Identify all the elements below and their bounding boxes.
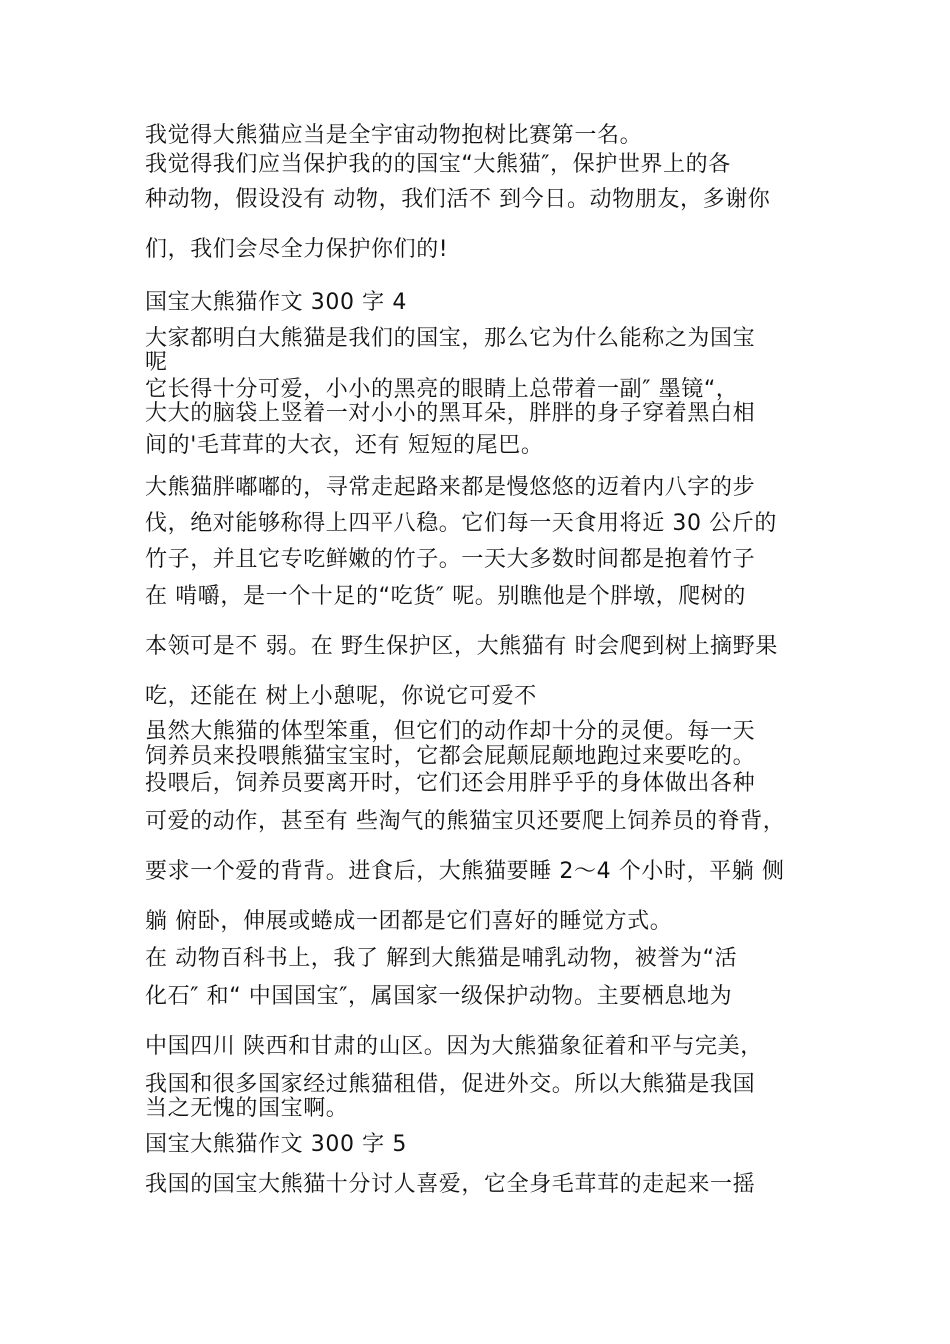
- text-line: 呢: [145, 350, 168, 375]
- text-line: 吃，还能在 树上小憩呢，你说它可爱不: [145, 684, 537, 709]
- text-line: 它长得十分可爱，小小的黑亮的眼睛上总带着一副″ 墨镜“，: [145, 377, 739, 402]
- text-line: 我国的国宝大熊猫十分讨人喜爱，它全身毛茸茸的走起来一摇: [145, 1172, 756, 1197]
- text-line: 可爱的动作，甚至有 些淘气的熊猫宝贝还要爬上饲养员的脊背，: [145, 809, 786, 834]
- text-line: 竹子，并且它专吃鲜嫩的竹子。一天大多数时间都是抱着竹子: [145, 547, 756, 572]
- text-line: 我觉得大熊猫应当是全宇宙动物抱树比赛第一名。: [145, 123, 643, 148]
- text-line: 在 动物百科书上，我了 解到大熊猫是哺乳动物，被誉为“活: [145, 946, 738, 971]
- text-line: 化石″ 和“ 中国国宝″，属国家一级保护动物。主要栖息地为: [145, 984, 733, 1009]
- text-line: 中国四川 陕西和甘肃的山区。因为大熊猫象征着和平与完美，: [145, 1034, 763, 1059]
- text-line: 伐，绝对能够称得上四平八稳。它们每一天食用将近 30 公斤的: [145, 511, 777, 536]
- text-line: 大熊猫胖嘟嘟的，寻常走起路来都是慢悠悠的迈着内八字的步: [145, 475, 756, 500]
- text-line: 要求一个爱的背背。进食后，大熊猫要睡 2～4 个小时，平躺 侧: [145, 859, 785, 884]
- text-line: 我国和很多国家经过熊猫租借，促进外交。所以大熊猫是我国: [145, 1072, 756, 1097]
- text-line: 在 啃嚼，是一个十足的“吃货″ 呢。别瞧他是个胖墩，爬树的: [145, 584, 747, 609]
- text-line: 饲养员来投喂熊猫宝宝时，它都会屁颠屁颠地跑过来要吃的。: [145, 744, 756, 769]
- text-line: 躺 俯卧，伸展或蜷成一团都是它们喜好的睡觉方式。: [145, 909, 673, 934]
- text-line: 大家都明白大熊猫是我们的国宝，那么它为什么能称之为国宝: [145, 326, 756, 351]
- text-line: 们，我们会尽全力保护你们的!: [145, 237, 449, 262]
- section-heading: 国宝大熊猫作文 300 字 5: [145, 1132, 407, 1157]
- text-line: 当之无愧的国宝啊。: [145, 1096, 349, 1121]
- text-line: 虽然大熊猫的体型笨重，但它们的动作却十分的灵便。每一天: [145, 719, 756, 744]
- text-line: 间的'毛茸茸的大衣，还有 短短的尾巴。: [145, 433, 544, 458]
- text-line: 投喂后，饲养员要离开时，它们还会用胖乎乎的身体做出各种: [145, 771, 756, 796]
- text-line: 我觉得我们应当保护我的的国宝“大熊猫″，保护世界上的各: [145, 152, 731, 177]
- section-heading: 国宝大熊猫作文 300 字 4: [145, 290, 407, 315]
- text-line: 大大的脑袋上竖着一对小小的黑耳朵，胖胖的身子穿着黑白相: [145, 401, 756, 426]
- text-line: 种动物，假设没有 动物，我们活不 到今日。动物朋友，多谢你: [145, 187, 771, 212]
- text-line: 本领可是不 弱。在 野生保护区，大熊猫有 时会爬到树上摘野果: [145, 634, 778, 659]
